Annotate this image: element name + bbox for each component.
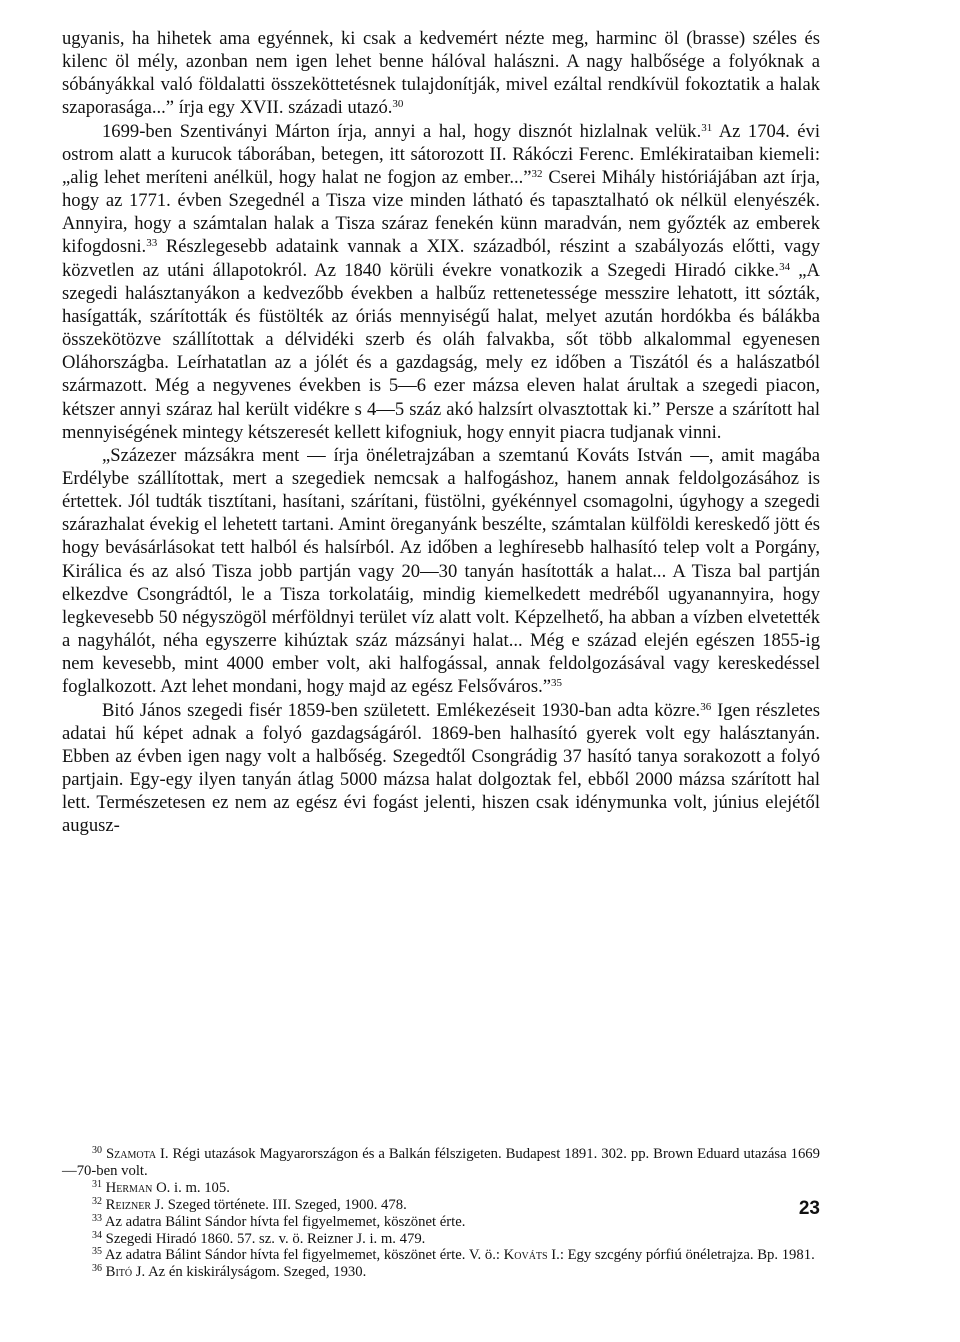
text-run: Igen részletes adatai hű képet adnak a folyó gazdagságáról. 1869-ben halhasító gyerek volt egy halásztanyán. Ebben az évben igen nagy volt a halbőség. Szegedtől Csongrádig 37 hasító tanya sorakozott a folyó partjain. Egy-egy ilyen tanyán átlag 5000 mázsa halat dolgoztak fel, ebből 2000 mázsa szárított hal lett. Természetesen ez nem az egész évi fogást jelenti, hiszen csak idénymunka volt, június elejétől augusz- xyxy=(62,699,821,837)
paragraph xyxy=(62,699,820,838)
footnote-text: Szegedi Hiradó 1860. 57. sz. v. ö. Reizner J. i. m. 479. xyxy=(105,1230,426,1247)
footnote-author: Herman O. xyxy=(105,1179,171,1196)
footnote-author: Reizner J. xyxy=(105,1196,165,1213)
footnote-number: 30 xyxy=(92,1145,102,1156)
page-number: 23 xyxy=(798,1198,820,1219)
text-run: Részlegesebb adataink vannak a XIX. századból, részint a szabályozás előtti, vagy közvetlen az utáni állapotokról. Az 1840 körüli évekre vonatkozik a Szegedi Hiradó cikke. xyxy=(62,236,820,281)
footnote xyxy=(62,1197,820,1214)
footnote-text: Az én kiskirályságom. Szeged, 1930. xyxy=(145,1264,367,1281)
paragraph xyxy=(62,444,820,699)
footnote-number: 35 xyxy=(92,1246,102,1258)
footnotes xyxy=(62,1146,820,1281)
text-run: ugyanis, ha hihetek ama egyénnek, ki csak a kedvemért nézte meg, harminc öl (brasse) széles és kilenc öl mély, azonban nem igen lehet benne hálóval halászni. A nagy halbősége a folyóknak a sóbányákkal való földalatti összeköttetésnek tulajdonítják, mivel ezáltal rendkívül fokoztatik a halak szaporasága...” írja egy XVII. századi utazó. xyxy=(62,28,820,119)
text-run: Cserei Mihály históriájában azt írja, hogy az 1771. évben Szegednél a Tisza vize minden látható és tapasztalható ok nélkül elenyészék. Annyira, hogy a számtalan halak a Tisza száraz fenekén künn maradván, nem győzték az emberek kifogdosni. xyxy=(62,166,820,258)
footnote-number: 33 xyxy=(92,1212,102,1224)
footnote xyxy=(62,1180,820,1197)
footnote xyxy=(62,1231,820,1248)
footnote xyxy=(62,1247,820,1264)
footnote-author: Szamota I. xyxy=(105,1146,169,1162)
footnote-author: Kováts I. xyxy=(503,1247,560,1264)
footnote-reference: 32 xyxy=(531,167,543,180)
text-run: „Százezer mázsákra ment — írja önéletrajzában a szemtanú Kováts István —, amit magába Erdélybe szállítottak, mert a szegediek nemcsak a halfogáshoz, hanem annak feldolgozásához is értettek. Jól tudták tisztítani, hasítani, szárítani, füstölni, gyékénnyel csomagolni, úgyhogy a szegedi szárazhalat évekig el lehetett tartani. Amint öreganyánk beszélte, számtalan külföldi kereskedő jött és hogy bevásárlásokat tett halból és halsírból. Az időben a leghíresebb halhasító telep volt a Porgány, Királica és az alsó Tisza jobb partján vagy 20—30 tanyán hasították a halat... A Tisza bal partján elkezdve Csongrádtól, le a Tisza torkolatáig, mindig kiemelkedett medréből ugyanannyira, hogy legkevesebb 50 négyszögöl mérföldnyi terület víz alatt volt. Képzelhető, ha abban a vízben elvetették a nagyhálót, néha egyszerre kihúztak száz mázsányi halat... Még e század elején egészen 1855-ig nem kevesebb, mint 4000 ember volt, aki halfogással, annak feldolgozásával vagy kereskedéssel foglalkozott. Azt lehet mondani, hogy majd az egész Felsőváros.” xyxy=(62,444,820,698)
footnote xyxy=(62,1146,820,1180)
paragraph xyxy=(62,27,820,120)
footnote-number: 36 xyxy=(92,1263,102,1275)
text-run: Az 1704. évi ostrom alatt a kurucok táborában, betegen, itt sátorozott II. Rákóczi Ferenc. Emlékirataiban kiemeli: „alig lehet meríteni anélkül, hogy halat ne fogjon az ember...” xyxy=(62,120,820,188)
footnote-number: 32 xyxy=(92,1195,102,1207)
paragraph xyxy=(62,120,820,444)
footnote-text: Régi utazások Magyarországon és a Balkán félszigeten. Budapest 1891. 302. pp. Brown Eduard utazása 1669—70-ben volt. xyxy=(62,1146,820,1179)
footnote-reference: 33 xyxy=(146,237,158,250)
footnote-text: : Egy szcgény pórfiú önéletrajza. Bp. 1981. xyxy=(559,1247,815,1264)
footnote-reference: 31 xyxy=(701,121,713,134)
footnote xyxy=(62,1214,820,1231)
footnote-reference: 34 xyxy=(779,260,791,273)
text-run: 1699-ben Szentiványi Márton írja, annyi a hal, hogy disznót hizlalnak velük. xyxy=(102,120,702,142)
footnote-reference: 36 xyxy=(700,700,712,713)
footnote-text: Az adatra Bálint Sándor hívta fel figyelmemet, köszönet érte. xyxy=(104,1213,466,1230)
footnote-number: 31 xyxy=(92,1178,102,1190)
footnote-number: 34 xyxy=(92,1229,102,1241)
footnote-text: Szeged története. III. Szeged, 1900. 478. xyxy=(164,1196,407,1213)
text-run: Bitó János szegedi fisér 1859-ben született. Emlékezéseit 1930-ban adta közre. xyxy=(102,699,701,721)
footnote xyxy=(62,1264,820,1281)
main-text xyxy=(62,27,820,837)
footnote-text: i. m. 105. xyxy=(170,1179,230,1196)
footnote-reference: 30 xyxy=(392,98,404,111)
footnote-reference: 35 xyxy=(551,677,562,690)
footnote-text: Az adatra Bálint Sándor hívta fel figyelmemet, köszönet érte. V. ö.: xyxy=(104,1247,504,1264)
text-run: „A szegedi halásztanyákon a kedvezőbb években a halbűz rettenetessége messzire lehatott, itt sózták, hasígatták, szárították és füstölték az óriás mennyiségű halat, melyet azután hordókba és bálákba összekötözve szállítottak a délvidéki szerb és oláh falvakba, sőt több alkalommal egyenesen Oláhországba. Leírhatatlan az a jólét és a gazdagság, mely ez időben a Tiszától és a halászatból származott. Még a negyvenes években is 5—6 ezer mázsa eleven halat árultak a szegedi piacon, kétszer annyi száraz hal került vidékre s 4—5 száz akó halzsírt olvasztottak ki.” Persze a szárított hal mennyiségének mintegy kétszeresét kellett kifogniuk, hogy ennyit piacra tudjanak vinni. xyxy=(62,259,820,443)
footnote-author: Bitó J. xyxy=(105,1264,146,1281)
